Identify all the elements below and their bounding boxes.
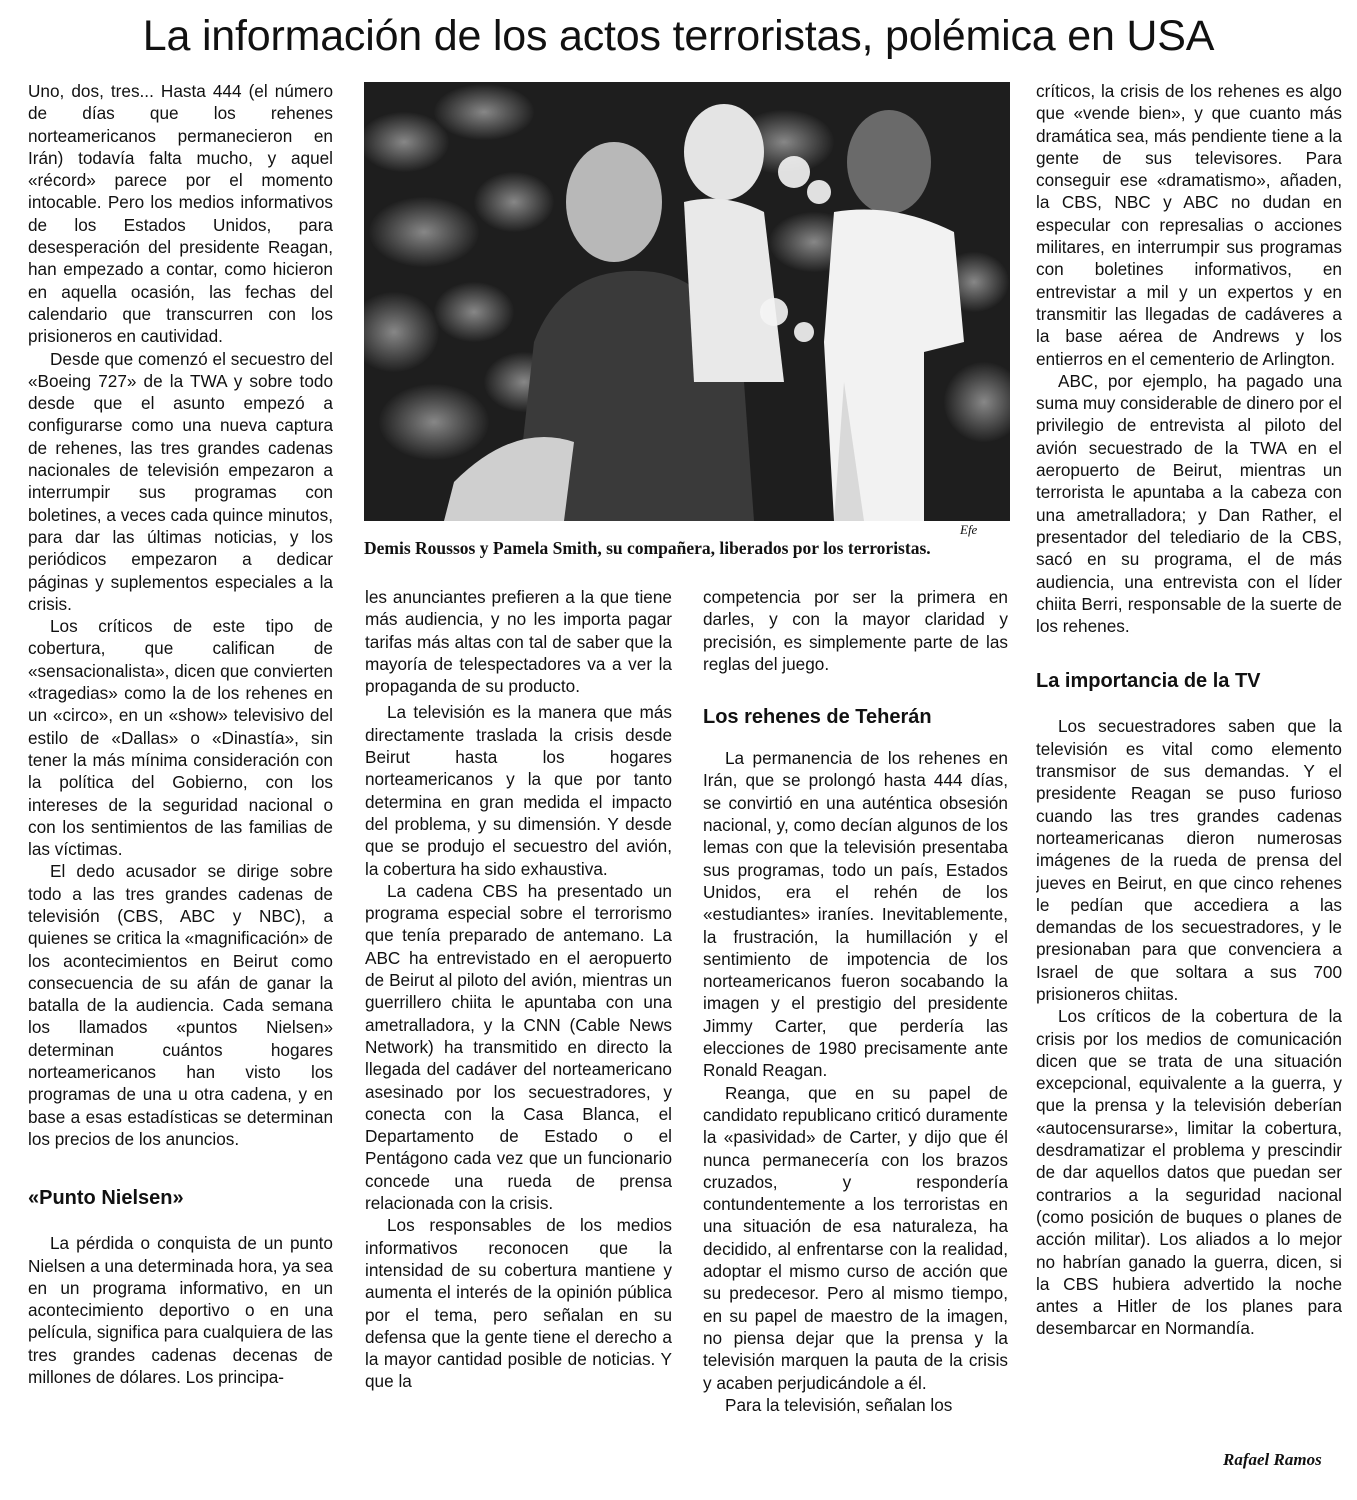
paragraph: La permanencia de los rehenes en Irán, que se prolongó hasta 444 días, se convirtió en una auténtica obsesión nacional, y, como decían algunos de los lemas con que la televisión presentaba sus programas, todo un país, Estados Unidos, era el rehén de los «estudiantes» iraníes. Inevitablemente, la frustración, la humillación y el sentimiento de impotencia de los norteamericanos fueron socabando la imagen y el prestigio del presidente Jimmy Carter, que perdería las elecciones de 1980 precisamente ante Ronald Reagan. <box>703 748 1008 1081</box>
photo-caption: Demis Roussos y Pamela Smith, su compañera, liberados por los terroristas. <box>364 538 931 558</box>
paragraph: Reanga, que en su papel de candidato republicano criticó duramente la «pasividad» de Carter, y dijo que él nunca permanecería con los brazos cruzados, y respondería contundentemente a los terroristas en una situación de esa naturaleza, ha decidido, al enfrentarse con la realidad, adoptar el mismo curso de acción que su predecesor. Pero al mismo tiempo, en su papel de maestro de la imagen, no piensa dejar que la prensa y la televisión marquen la pauta de la crisis y acaben perjudicándole a él. <box>703 1082 1008 1393</box>
photo-credit: Efe <box>960 522 978 537</box>
paragraph: Los críticos de la cobertura de la crisis por los medios de comunicación dicen que se trata de una situación excepcional, equivalente a la guerra, y que la prensa y la televisión deberían «autocensurarse», limitar la cobertura, desdramatizar el problema y prescindir de dar aquellos datos que puedan ser contrarios a la seguridad nacional (como posición de buques o planes de acción militar). Los aliados a lo mejor no habrían ganado la guerra, dicen, si la CBS hubiera advertido la noche antes a Hitler de los planes para desembarcar en Normandía. <box>1036 1006 1342 1339</box>
byline: Rafael Ramos <box>1223 1450 1322 1469</box>
paragraph: La cadena CBS ha presentado un programa especial sobre el terrorismo que tenía preparado de antemano. La ABC ha entrevistado en el aeropuerto de Beirut al piloto del avión, mientras un guerrillero chiita le apuntaba con una ametralladora, y la CNN (Cable News Network) ha transmitido en directo la llegada del cadáver del norteamericano asesinado por los secuestradores, y conecta con la Casa Blanca, el Departamento de Estado o el Pentágono cada vez que un funcionario concede una rueda de prensa relacionada con la crisis. <box>365 880 672 1214</box>
paragraph: Para la televisión, señalan los <box>725 1394 953 1415</box>
paragraph: Los críticos de este tipo de cobertura, que califican de «sensacionalista», dicen que convierten «tragedias» como la de los rehenes en un «circo», en un «show» televisivo del estilo de «Dallas» o «Dinastía», sin tener la más mínima consideración con la política del Gobierno, con los intereses de la seguridad nacional o con los sentimientos de las familias de las víctimas. <box>28 616 333 860</box>
article-column-2 <box>365 586 672 1486</box>
paragraph: El dedo acusador se dirige sobre todo a las tres grandes cadenas de televisión (CBS, ABC y NBC), a quienes se critica la «magnificación» de los acontecimientos en Beirut como consecuencia de su afán de ganar la batalla de la audiencia. Cada semana los llamados «puntos Nielsen» determinan cuántos hogares norteamericanos han visto los programas de una u otra cadena, y en base a esas estadísticas se determinan los precios de los anuncios. <box>28 861 333 1149</box>
article-column-4 <box>1036 80 1342 1480</box>
paragraph: críticos, la crisis de los rehenes es algo que «vende bien», y que cuanto más dramática sea, más pendiente tiene a la gente de sus televisores. Para conseguir ese «dramatismo», añaden, la CBS, NBC y ABC no dudan en especular con represalias o acciones militares, en interrumpir sus programas con boletines informativos, en entrevistar a mil y un expertos y en transmitir las llegadas de cadáveres a la base aérea de Andrews y los entierros en el cementerio de Arlington. <box>1036 81 1342 369</box>
section-heading-importancia-tv: La importancia de la TV <box>1036 670 1261 693</box>
headline: La información de los actos terroristas, polémica en USA <box>142 12 1215 60</box>
article-column-3 <box>703 586 1008 1486</box>
paragraph: Desde que comenzó el secuestro del «Boeing 727» de la TWA y sobre todo desde que el asunto empezó a configurarse como una nueva captura de rehenes, las tres grandes cadenas nacionales de televisión empezaron a interrumpir sus programas con boletines, a veces cada quince minutos, para dar las últimas noticias, y los periódicos empezaron a dedicar páginas y suplementos especiales a la crisis. <box>28 348 333 614</box>
paragraph: Uno, dos, tres... Hasta 444 (el número de días que los rehenes norteamericanos permanecieron en Irán) todavía falta mucho, y aquel «récord» parece por el momento intocable. Pero los medios informativos de los Estados Unidos, para desesperación del presidente Reagan, han empezado a contar, como hicieron en aquella ocasión, las fechas del calendario que transcurren con los prisioneros en cautividad. <box>28 81 333 347</box>
news-photo <box>364 82 1010 521</box>
paragraph: ABC, por ejemplo, ha pagado una suma muy considerable de dinero por el privilegio de entrevista al piloto del avión secuestrado de la TWA en el aeropuerto de Beirut, mientras un terrorista le apuntaba a la cabeza con una ametralladora; y Dan Rather, el presentador del telediario de la CBS, sacó en su programa, el de más audiencia, una entrevista con el líder chiita Berri, responsable de la suerte de los rehenes. <box>1036 370 1342 637</box>
article-column-1 <box>28 80 333 1480</box>
paragraph: La televisión es la manera que más directamente traslada la crisis desde Beirut hasta los hogares norteamericanos y la que por tanto determina en gran medida el impacto del problema, y su dimensión. Y desde que se produjo el secuestro del avión, la cobertura ha sido exhaustiva. <box>365 702 672 879</box>
section-heading-punto-nielsen: «Punto Nielsen» <box>28 1187 184 1210</box>
paragraph: Los responsables de los medios informativos reconocen que la intensidad de su cobertura mantiene y aumenta el interés de la opinión pública por el tema, pero señalan en su defensa que la gente tiene el derecho a la mayor cantidad posible de noticias. Y que la <box>365 1215 672 1392</box>
paragraph: les anunciantes prefieren a la que tiene más audiencia, y no les importa pagar tarifas más altas con tal de saber que la mayoría de telespectadores va a ver la propaganda de su producto. <box>365 587 672 697</box>
paragraph: Los secuestradores saben que la televisión es vital como elemento transmisor de sus demandas. Y el presidente Reagan se puso furioso cuando las tres grandes cadenas norteamericanas dieron numerosas imágenes de la rueda de prensa del jueves en Beirut, en que cinco rehenes le pedían que accediera a las demandas de los secuestradores, y le presionaban para que convenciera a Israel de que soltara a sus 700 prisioneros chiitas. <box>1036 716 1342 1004</box>
section-heading-rehenes-teheran: Los rehenes de Teherán <box>703 706 932 729</box>
paragraph: competencia por ser la primera en darles, y con la mayor claridad y precisión, es simplemente parte de las reglas del juego. <box>703 587 1008 674</box>
paragraph: La pérdida o conquista de un punto Nielsen a una determinada hora, ya sea en un programa informativo, en un acontecimiento deportivo o en una película, significa para cualquiera de las tres grandes cadenas decenas de millones de dólares. Los principa- <box>28 1233 333 1388</box>
photo-image <box>364 82 1010 521</box>
